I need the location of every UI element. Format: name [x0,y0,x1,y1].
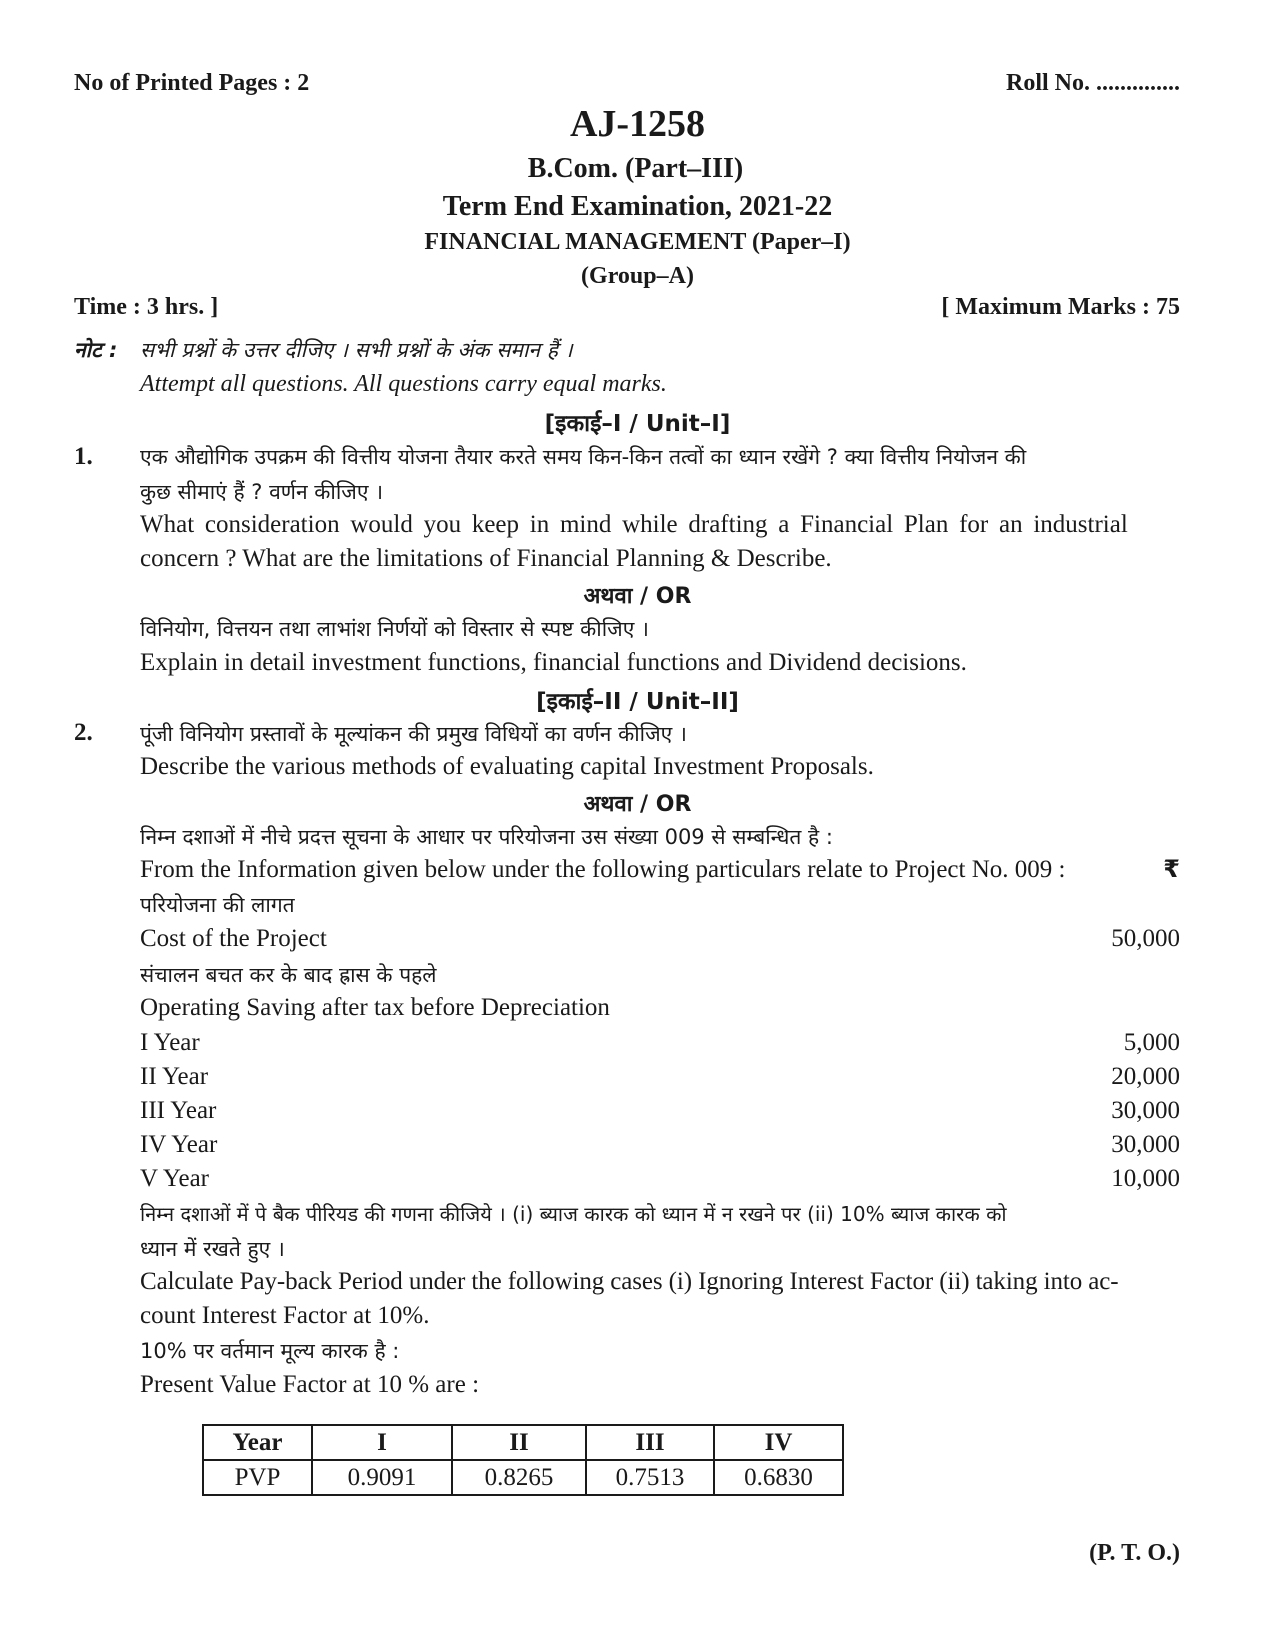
q2-or-divider: अथवा / OR [583,792,692,817]
pv-header-4: IV [714,1425,843,1460]
subject-title: FINANCIAL MANAGEMENT (Paper–I) [424,229,851,255]
pto-marker: (P. T. O.) [1089,1540,1180,1566]
year-3-value: 30,000 [1111,1097,1180,1124]
q2-info-english: From the Information given below under the following particulars relate to Project No. 009 : [140,856,1066,883]
year-1-label: I Year [140,1029,200,1056]
pv-row-label: PVP [203,1460,312,1495]
cost-english: Cost of the Project [140,925,327,952]
pv-value-1: 0.9091 [312,1460,452,1495]
cost-hindi: परियोजना की लागत [140,893,295,917]
q1-hindi-line-2: कुछ सीमाएं हैं ? वर्णन कीजिए । [140,480,384,504]
q2-info-hindi: निम्न दशाओं में नीचे प्रदत्त सूचना के आधार पर परियोजना उस संख्या 009 से सम्बन्धित है : [140,825,833,849]
exam-title: Term End Examination, 2021-22 [442,191,833,222]
question-2-number: 2. [74,719,93,746]
year-4-label: IV Year [140,1131,218,1158]
roll-no: Roll No. .............. [1006,70,1180,96]
calc-english-line-1: Calculate Pay-back Period under the following cases (i) Ignoring Interest Factor (ii) taking into ac- [140,1268,1119,1295]
q1-hindi-line-1: एक औद्योगिक उपक्रम की वित्तीय योजना तैयार करते समय किन-किन तत्वों का ध्यान रखेंगे ? क्या वित्तीय नियोजन की [140,445,1027,469]
year-4-value: 30,000 [1111,1131,1180,1158]
question-1-number: 1. [74,443,93,470]
pv-value-3: 0.7513 [586,1460,714,1495]
q1-english-line-1: What consideration would you keep in mind while drafting a Financial Plan for an industrial [140,511,1128,538]
saving-english: Operating Saving after tax before Depreciation [140,994,610,1021]
q2-hindi: पूंजी विनियोग प्रस्तावों के मूल्यांकन की प्रमुख विधियों का वर्णन कीजिए । [140,722,687,746]
q1-or-divider: अथवा / OR [583,584,692,609]
year-5-value: 10,000 [1111,1165,1180,1192]
pv-value-4: 0.6830 [714,1460,843,1495]
q1-english-line-2: concern ? What are the limitations of Financial Planning & Describe. [140,545,832,572]
pv-hindi: 10% पर वर्तमान मूल्य कारक है : [140,1339,400,1363]
group-title: (Group–A) [581,263,694,289]
q1-alt-hindi: विनियोग, वित्तयन तथा लाभांश निर्णयों को विस्तार से स्पष्ट कीजिए । [140,617,649,641]
time-allowed: Time : 3 hrs. ] [74,294,219,320]
q1-alt-english: Explain in detail investment functions, financial functions and Dividend decisions. [140,649,967,676]
year-2-label: II Year [140,1063,209,1090]
unit-1-heading: [इकाई–I / Unit–I] [544,411,731,437]
saving-hindi: संचालन बचत कर के बाद ह्रास के पहले [140,963,437,987]
pv-value-2: 0.8265 [452,1460,586,1495]
paper-code: AJ-1258 [569,103,706,145]
note-english: Attempt all questions. All questions carry equal marks. [140,371,667,397]
pv-header-year: Year [203,1425,312,1460]
pv-header-2: II [452,1425,586,1460]
maximum-marks: [ Maximum Marks : 75 [941,294,1180,320]
note-hindi: सभी प्रश्नों के उत्तर दीजिए । सभी प्रश्नों के अंक समान हैं । [140,338,573,362]
currency-symbol: ₹ [1163,855,1180,883]
year-1-value: 5,000 [1123,1029,1180,1056]
pv-header-3: III [586,1425,714,1460]
note-label: नोट : [74,338,118,362]
calc-english-line-2: count Interest Factor at 10%. [140,1302,430,1329]
year-2-value: 20,000 [1111,1063,1180,1090]
year-3-label: III Year [140,1097,217,1124]
pv-table-row [203,1460,843,1495]
pv-table-header-row [203,1425,843,1460]
printed-pages: No of Printed Pages : 2 [74,70,310,96]
calc-hindi-line-1: निम्न दशाओं में पे बैक पीरियड की गणना कीजिये । (i) ब्याज कारक को ध्यान में न रखने पर (ii) 10% ब्याज कारक को [140,1202,1007,1226]
cost-value: 50,000 [1111,925,1180,952]
pv-factor-table [202,1424,844,1496]
q2-english: Describe the various methods of evaluating capital Investment Proposals. [140,753,874,780]
pv-english: Present Value Factor at 10 % are : [140,1371,480,1398]
calc-hindi-line-2: ध्यान में रखते हुए । [140,1237,285,1261]
course-title: B.Com. (Part–III) [527,153,744,184]
unit-2-heading: [इकाई–II / Unit–II] [536,689,739,715]
year-5-label: V Year [140,1165,209,1192]
pv-header-1: I [312,1425,452,1460]
